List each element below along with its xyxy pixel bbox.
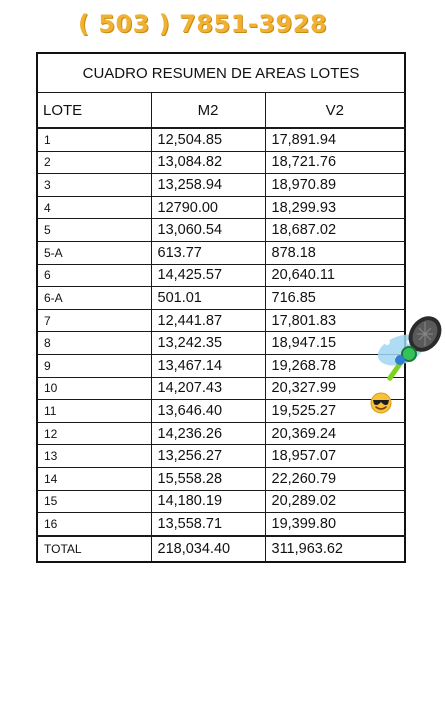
tennis-racket-sticker-icon — [375, 312, 445, 392]
m2-cell: 13,060.54 — [151, 219, 265, 242]
table-row — [37, 400, 405, 423]
table-row — [37, 332, 405, 355]
total-m2: 218,034.40 — [151, 536, 265, 562]
m2-cell: 13,646.40 — [151, 400, 265, 423]
v2-cell: 18,721.76 — [265, 151, 405, 174]
phone-number: ( 503 ) 7851-3928 — [78, 10, 328, 38]
table-title: CUADRO RESUMEN DE AREAS LOTES — [37, 53, 405, 93]
m2-cell: 15,558.28 — [151, 467, 265, 490]
table-row — [37, 174, 405, 197]
v2-cell: 18,957.07 — [265, 445, 405, 468]
smiling-face-with-sunglasses-icon — [370, 392, 392, 414]
table-row — [37, 196, 405, 219]
lote-cell: 1 — [37, 128, 151, 151]
table-row — [37, 151, 405, 174]
v2-cell: 18,687.02 — [265, 219, 405, 242]
table-row — [37, 467, 405, 490]
v2-cell: 20,369.24 — [265, 422, 405, 445]
lote-cell: 6-A — [37, 287, 151, 310]
lote-cell: 7 — [37, 309, 151, 332]
v2-cell: 18,970.89 — [265, 174, 405, 197]
table-row — [37, 445, 405, 468]
lote-cell: 8 — [37, 332, 151, 355]
lote-cell: 5 — [37, 219, 151, 242]
lote-cell: 3 — [37, 174, 151, 197]
lote-cell: 11 — [37, 400, 151, 423]
v2-cell: 17,891.94 — [265, 128, 405, 151]
m2-cell: 501.01 — [151, 287, 265, 310]
lote-cell: 15 — [37, 490, 151, 513]
m2-cell: 14,207.43 — [151, 377, 265, 400]
m2-cell: 13,467.14 — [151, 354, 265, 377]
m2-cell: 13,558.71 — [151, 513, 265, 536]
v2-cell: 20,640.11 — [265, 264, 405, 287]
m2-cell: 12790.00 — [151, 196, 265, 219]
m2-cell: 14,425.57 — [151, 264, 265, 287]
table-row — [37, 377, 405, 400]
lote-cell: 2 — [37, 151, 151, 174]
table-row — [37, 490, 405, 513]
v2-cell: 22,260.79 — [265, 467, 405, 490]
v2-cell: 19,399.80 — [265, 513, 405, 536]
table-row — [37, 264, 405, 287]
lote-cell: 4 — [37, 196, 151, 219]
table-row — [37, 513, 405, 536]
m2-cell: 613.77 — [151, 241, 265, 264]
m2-cell: 12,441.87 — [151, 309, 265, 332]
lote-cell: 6 — [37, 264, 151, 287]
v2-cell: 19,268.78 — [265, 354, 405, 377]
v2-cell: 17,801.83 — [265, 309, 405, 332]
table-row — [37, 287, 405, 310]
table-row — [37, 422, 405, 445]
column-header-lote: LOTE — [37, 93, 151, 129]
total-v2: 311,963.62 — [265, 536, 405, 562]
v2-cell: 18,299.93 — [265, 196, 405, 219]
v2-cell: 18,947.15 — [265, 332, 405, 355]
v2-cell: 878.18 — [265, 241, 405, 264]
lote-cell: 14 — [37, 467, 151, 490]
lote-cell: 12 — [37, 422, 151, 445]
areas-summary-table — [36, 52, 406, 563]
total-label: TOTAL — [37, 536, 151, 562]
v2-cell: 20,327.99 — [265, 377, 405, 400]
lote-cell: 13 — [37, 445, 151, 468]
m2-cell: 12,504.85 — [151, 128, 265, 151]
lote-cell: 9 — [37, 354, 151, 377]
table-row — [37, 354, 405, 377]
m2-cell: 13,258.94 — [151, 174, 265, 197]
lote-cell: 10 — [37, 377, 151, 400]
m2-cell: 14,180.19 — [151, 490, 265, 513]
m2-cell: 13,256.27 — [151, 445, 265, 468]
table-row — [37, 309, 405, 332]
table-row — [37, 219, 405, 242]
m2-cell: 14,236.26 — [151, 422, 265, 445]
m2-cell: 13,242.35 — [151, 332, 265, 355]
total-row — [37, 536, 405, 562]
v2-cell: 19,525.27 — [265, 400, 405, 423]
lote-cell: 16 — [37, 513, 151, 536]
v2-cell: 20,289.02 — [265, 490, 405, 513]
table-row — [37, 241, 405, 264]
v2-cell: 716.85 — [265, 287, 405, 310]
column-header-v2: V2 — [265, 93, 405, 129]
column-header-m2: M2 — [151, 93, 265, 129]
lote-cell: 5-A — [37, 241, 151, 264]
m2-cell: 13,084.82 — [151, 151, 265, 174]
table-row — [37, 128, 405, 151]
